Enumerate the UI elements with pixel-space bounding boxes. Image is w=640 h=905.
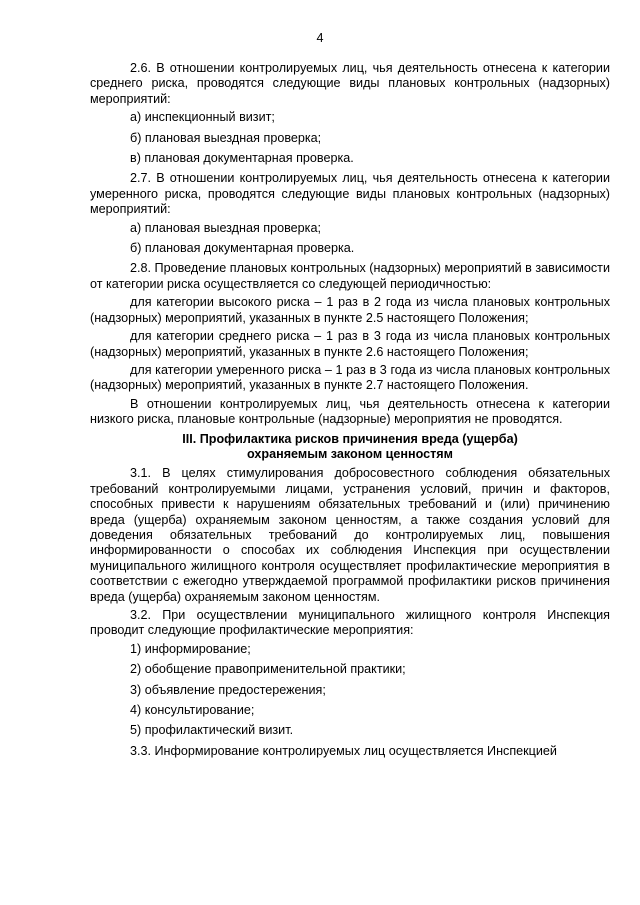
paragraph: В отношении контролируемых лиц, чья деятельность отнесена к категории низкого риска, плановые контрольные (надзорные) мероприятия не проводятся.	[90, 396, 610, 427]
paragraph: 3.1. В целях стимулирования добросовестного соблюдения обязательных требований контролируемыми лицами, устранения условий, причин и факторов, способных привести к нарушениям обязательных требований и (или) причинению вреда (ущерба) охраняемым законом ценностям, а также создания условий для доведения обязательных требований до контролируемых лиц, повышения информированности о способах их соблюдения Инспекция при осуществлении муниципального жилищного контроля осуществляет профилактические мероприятия в соответствии с ежегодно утверждаемой программой профилактики рисков причинения вреда (ущерба) охраняемым законом ценностям.	[90, 466, 610, 604]
paragraph: для категории высокого риска – 1 раз в 2 года из числа плановых контрольных (надзорных) мероприятий, указанных в пункте 2.5 настоящего Положения;	[90, 295, 610, 325]
paragraph: 2.8. Проведение плановых контрольных (надзорных) мероприятий в зависимости от категории риска осуществляется со следующей периодичностью:	[90, 261, 610, 291]
page-number: 4	[316, 31, 324, 45]
paragraph: 3.2. При осуществлении муниципального жилищного контроля Инспекция проводит следующие профилактические мероприятия:	[90, 608, 610, 638]
paragraph: 2.7. В отношении контролируемых лиц, чья деятельность отнесена к категории умеренного риска, проводятся следующие виды плановых контрольных (надзорных) мероприятий:	[90, 171, 610, 217]
list-item: в) плановая документарная проверка.	[130, 151, 354, 166]
paragraph: для категории среднего риска – 1 раз в 3 года из числа плановых контрольных (надзорных) мероприятий, указанных в пункте 2.6 настоящего Положения;	[90, 329, 610, 359]
list-item: б) плановая документарная проверка.	[130, 241, 355, 256]
list-item: 4) консультирование;	[130, 703, 255, 718]
paragraph: 2.6. В отношении контролируемых лиц, чья деятельность отнесена к категории среднего риска, проводятся следующие виды плановых контрольных (надзорных) мероприятий:	[90, 61, 610, 106]
list-item: б) плановая выездная проверка;	[130, 130, 322, 145]
list-item: 2) обобщение правоприменительной практики;	[130, 662, 406, 677]
paragraph: 3.3. Информирование контролируемых лиц осуществляется Инспекцией	[130, 743, 557, 758]
section-heading-line: III. Профилактика рисков причинения вреда (ущерба)	[182, 431, 518, 446]
list-item: 5) профилактический визит.	[130, 723, 294, 738]
list-item: а) плановая выездная проверка;	[130, 220, 321, 235]
list-item: 1) информирование;	[130, 641, 251, 656]
document-body	[90, 61, 610, 762]
list-item: а) инспекционный визит;	[130, 110, 275, 125]
section-heading-line: охраняемым законом ценностям	[247, 446, 453, 461]
section-heading	[90, 432, 610, 463]
list-item: 3) объявление предостережения;	[130, 682, 326, 697]
paragraph: для категории умеренного риска – 1 раз в 3 года из числа плановых контрольных (надзорных) мероприятий, указанных в пункте 2.7 настоящего Положения.	[90, 362, 610, 393]
